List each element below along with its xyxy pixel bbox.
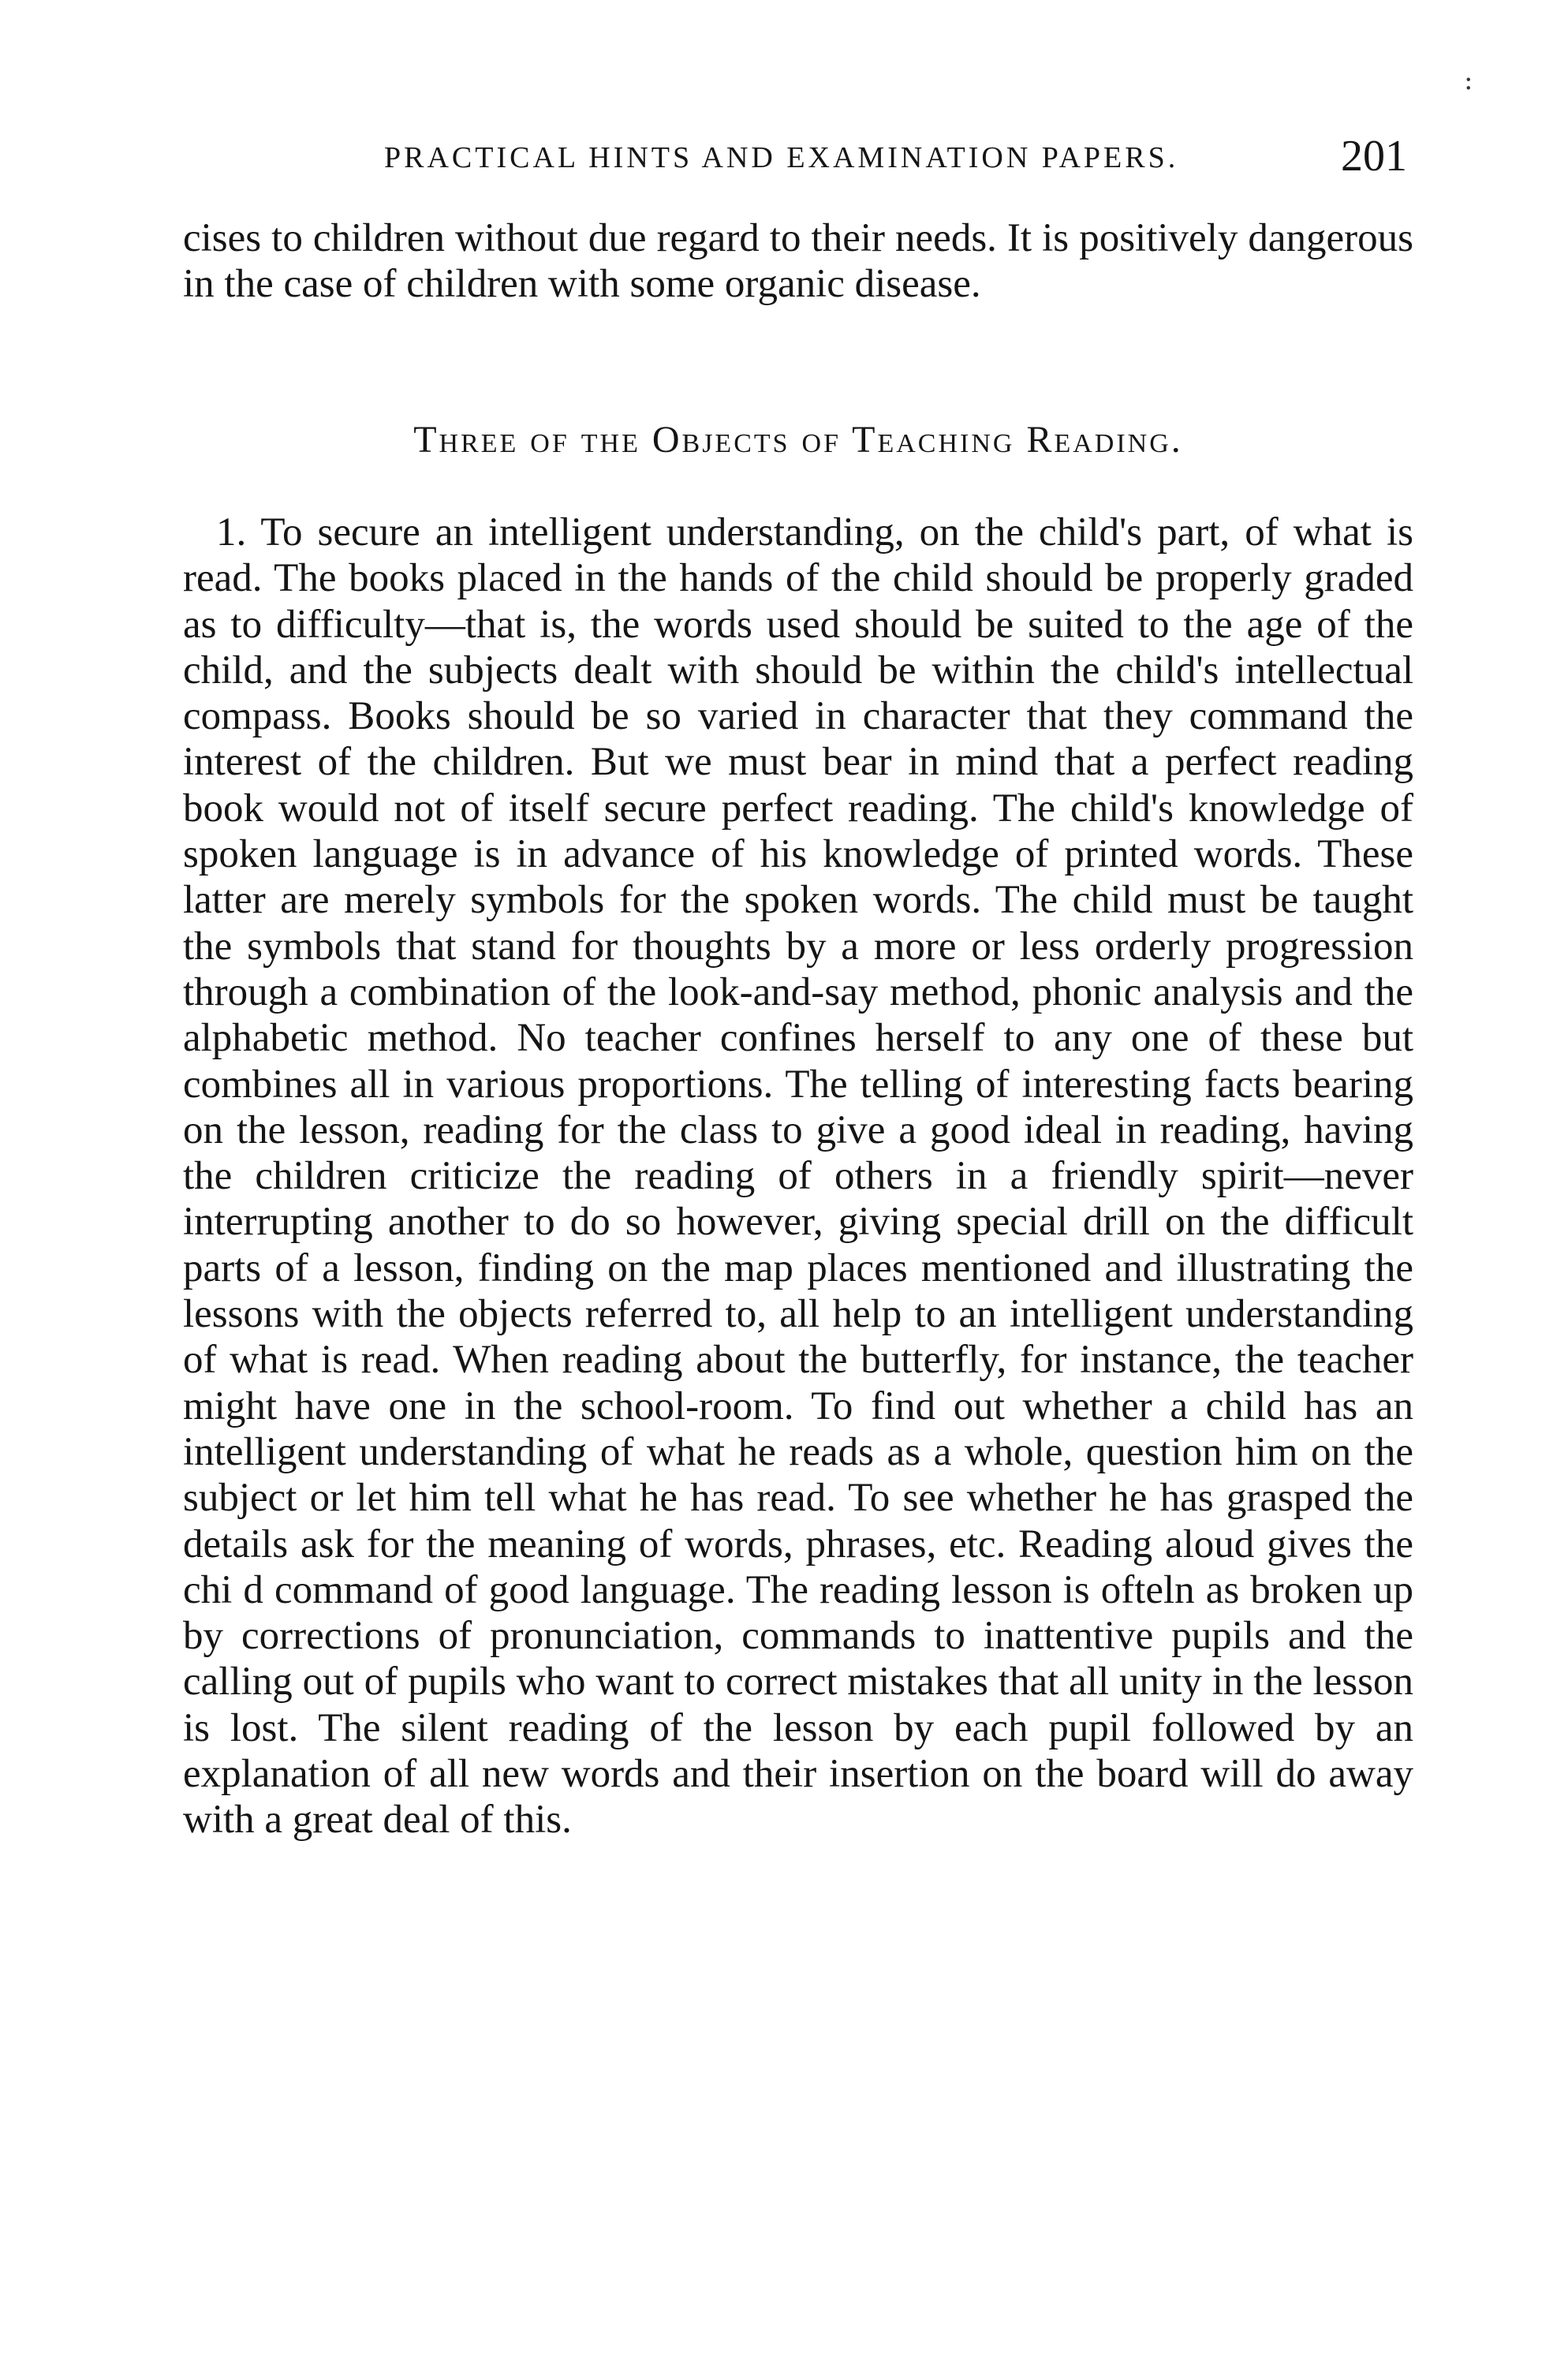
running-head: PRACTICAL HINTS AND EXAMINATION PAPERS.: [384, 141, 1179, 174]
paragraph-1: 1. To secure an intelligent understanding, on the child's part, of what is read. The books placed in the hands of the child should be properly graded as to difficulty—that is, the words used should be suited to the age of the child, and the subjects dealt with should be within the child's intellectual compass. Books should be so varied in character that they command the interest of the children. But we must bear in mind that a perfect reading book would not of itself secure perfect reading. The child's knowledge of spoken language is in advance of his knowledge of printed words. These latter are merely symbols for the spoken words. The child must be taught the symbols that stand for thoughts by a more or less orderly progression through a combination of the look-and-say method, phonic analysis and the alphabetic method. No teacher confines herself to any one of these but combines all in various proportions. The telling of interesting facts bearing on the lesson, reading for the class to give a good ideal in reading, having the children criticize the reading of others in a friendly spirit—never interrupting another to do so however, giving special drill on the difficult parts of a lesson, finding on the map places mentioned and illustrating the lessons with the objects referred to, all help to an intelligent understanding of what is read. When reading about the butterfly, for instance, the teacher might have one in the school-room. To find out whether a child has an intelligent understanding of what he reads as a whole, question him on the subject or let him tell what he has read. To see whether he has grasped the details ask for the meaning of words, phrases, etc. Reading aloud gives the chi d command of good language. The reading lesson is ofteln as broken up by corrections of pronunciation, commands to inattentive pupils and the calling out of pupils who want to correct mistakes that all unity in the lesson is lost. The silent reading of the lesson by each pupil followed by an explanation of all new words and their insertion on the board will do away with a great deal of this.: [183, 510, 1413, 1843]
section-heading: Three of the Objects of Teaching Reading.: [413, 419, 1183, 461]
margin-mark: :: [1464, 65, 1473, 96]
continued-paragraph: cises to children without due regard to their needs. It is positively dangerous in the case of children with some organic disease.: [183, 216, 1413, 307]
page-number: 201: [1341, 132, 1407, 181]
page-header: [183, 134, 1413, 189]
